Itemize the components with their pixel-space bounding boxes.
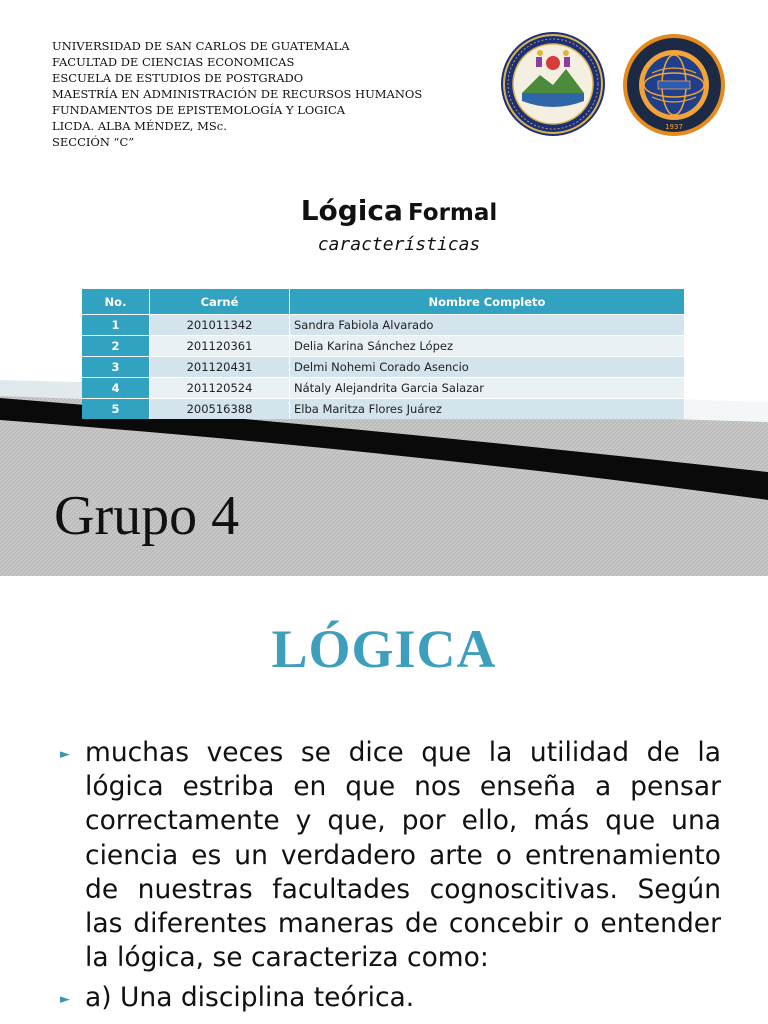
- cell-carne: 200516388: [150, 399, 290, 420]
- slide-2-title: LÓGICA: [271, 619, 497, 679]
- table-row: [82, 357, 685, 378]
- table-row: [82, 336, 685, 357]
- cell-carne: 201120361: [150, 336, 290, 357]
- slide-subtitle: características: [317, 234, 481, 255]
- cell-no: 3: [82, 357, 150, 378]
- triangle-bullet-icon: ►: [60, 747, 70, 762]
- slide-2: [0, 576, 768, 1024]
- header-line-school: ESCUELA DE ESTUDIOS DE POSTGRADO: [52, 71, 304, 85]
- group-label: Grupo 4: [54, 485, 240, 547]
- header-line-university: UNIVERSIDAD DE SAN CARLOS DE GUATEMALA: [52, 39, 350, 53]
- header-line-course: FUNDAMENTOS DE EPISTEMOLOGÍA Y LOGICA: [52, 103, 346, 117]
- table-row: [82, 399, 685, 420]
- header-line-masters: MAESTRÍA EN ADMINISTRACIÓN DE RECURSOS HUMANOS: [52, 87, 423, 101]
- cell-no: 1: [82, 315, 150, 336]
- header-line-faculty: FACULTAD DE CIENCIAS ECONOMICAS: [52, 55, 295, 69]
- cell-nombre: Sandra Fabiola Alvarado: [290, 315, 685, 336]
- cell-no: 4: [82, 378, 150, 399]
- header-line-section: SECCIÓN “C”: [52, 135, 135, 149]
- cell-no: 2: [82, 336, 150, 357]
- header-carne: Carné: [150, 289, 290, 315]
- cell-nombre: Delia Karina Sánchez López: [290, 336, 685, 357]
- fce-seal-icon: [622, 33, 726, 137]
- triangle-bullet-icon: ►: [60, 992, 70, 1007]
- cell-carne: 201120431: [150, 357, 290, 378]
- slide-title: [0, 194, 768, 227]
- cell-carne: 201011342: [150, 315, 290, 336]
- header-line-professor: LICDA. ALBA MÉNDEZ, MSc.: [52, 119, 227, 133]
- table-row: [82, 315, 685, 336]
- table-row: [82, 378, 685, 399]
- cell-no: 5: [82, 399, 150, 420]
- table-header-row: [82, 289, 685, 315]
- cell-nombre: Nátaly Alejandrita Garcia Salazar: [290, 378, 685, 399]
- members-table: [82, 289, 685, 419]
- title-formal: Formal: [408, 200, 498, 226]
- title-logica: Lógica: [300, 194, 403, 227]
- usac-seal-icon: [500, 31, 606, 137]
- header-no: No.: [82, 289, 150, 315]
- cell-carne: 201120524: [150, 378, 290, 399]
- institution-header: [52, 38, 422, 150]
- cell-nombre: Delmi Nohemi Corado Asencio: [290, 357, 685, 378]
- header-nombre: Nombre Completo: [290, 289, 685, 315]
- point-a-text: a) Una disciplina teórica.: [85, 982, 415, 1013]
- body-paragraph: muchas veces se dice que la utilidad de la lógica estriba en que nos enseña a pensar correctamente y que, por ello, más que una ciencia es un verdadero arte o entrenamiento de nuestras facultades cognoscitivas. Según las diferentes maneras de concebir o entender la lógica, se caracteriza como:: [85, 737, 721, 974]
- fce-seal-year: 1937: [665, 123, 683, 131]
- cell-nombre: Elba Maritza Flores Juárez: [290, 399, 685, 420]
